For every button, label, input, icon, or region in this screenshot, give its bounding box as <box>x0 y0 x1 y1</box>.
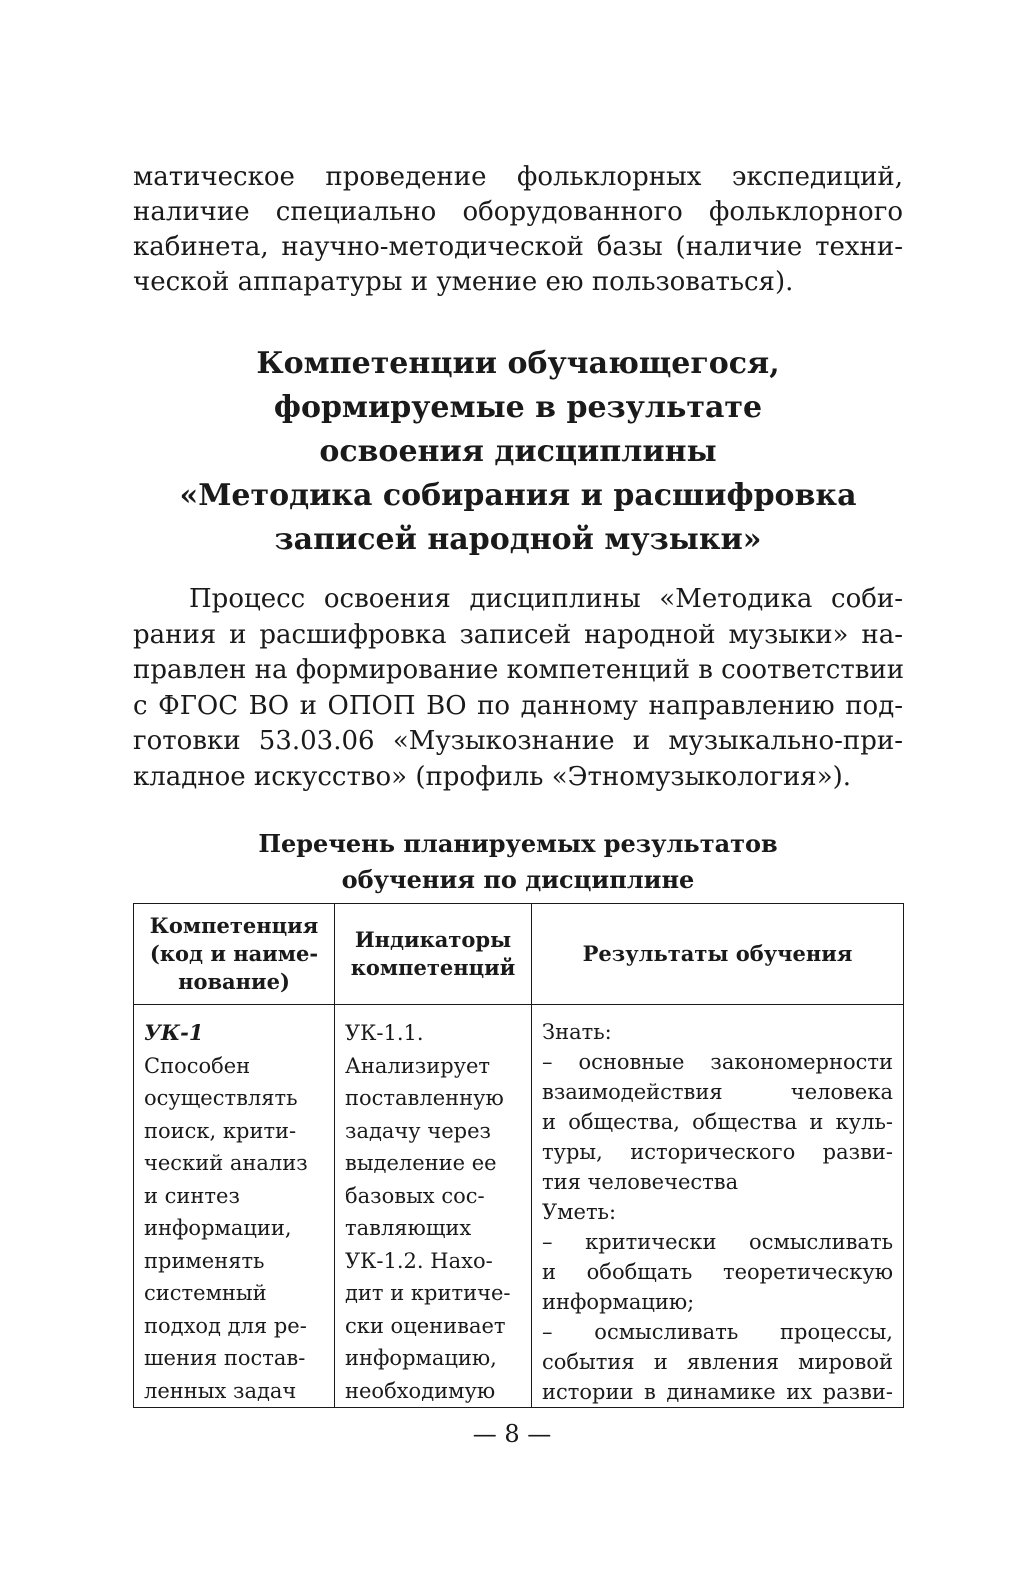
table-header-row <box>134 904 904 1005</box>
table-title-line: обучения по дисциплине <box>341 865 695 894</box>
body-line: рания и расшифровка записей народной музыки» на- <box>133 619 903 650</box>
body-line: с ФГОС ВО и ОПОП ВО по данному направлению под- <box>133 690 903 721</box>
competence-cell: УК-1 Способен осуществлять поиск, крити- ческий анализ и синтез информации, применять системный подход для ре- шения постав- ленных задач <box>134 1005 335 1408</box>
header-competence: Компетенция (код и наиме- нование) <box>134 904 335 1005</box>
heading-line: Компетенции обучающегося, <box>256 346 780 381</box>
table-title-line: Перечень планируемых результатов <box>258 829 778 858</box>
header-results: Результаты обучения <box>532 904 904 1005</box>
table-row <box>134 1005 904 1408</box>
heading-line: «Методика собирания и расшифровка <box>179 478 857 513</box>
header-indicators: Индикаторы компетенций <box>335 904 532 1005</box>
intro-line: наличие специально оборудованного фольклорного <box>133 197 903 227</box>
competence-code: УК-1 <box>144 1020 204 1045</box>
body-line: Процесс освоения дисциплины «Методика соби- <box>189 584 903 614</box>
body-paragraph <box>133 582 903 795</box>
results-table <box>133 903 904 1408</box>
table-title <box>133 826 903 898</box>
indicators-cell: УК-1.1. Анализирует поставленную задачу через выделение ее базовых сос- тавляющих УК-1.2. Нахо- дит и критиче- ски оценивает информацию, необходимую <box>335 1005 532 1408</box>
intro-line: кабинета, научно-методической базы (наличие техни- <box>133 232 903 262</box>
page-number: — 8 — <box>472 1420 552 1448</box>
heading-line: формируемые в результате <box>273 390 763 425</box>
intro-line: матическое проведение фольклорных экспедиций, <box>133 162 903 192</box>
body-line: правлен на формирование компетенций в соответствии <box>133 655 905 685</box>
section-heading <box>133 342 903 562</box>
intro-paragraph <box>133 160 903 300</box>
body-line: кладное искусство» (профиль «Этномузыкология»). <box>133 761 852 792</box>
body-line: готовки 53.03.06 «Музыкознание и музыкально-при- <box>133 726 903 756</box>
results-cell: Знать: – основные закономерности взаимодействия человека и общества, общества и куль- туры, исторического разви- тия человечества Уметь: – критически осмысливать и обобщать теоретическую информацию; – осмысливать процессы, события и явления мировой истории в динамике их разви- <box>532 1005 904 1408</box>
heading-line: записей народной музыки» <box>274 522 762 557</box>
heading-line: освоения дисциплины <box>319 434 717 469</box>
intro-line: ческой аппаратуры и умение ею пользоваться). <box>133 267 794 297</box>
